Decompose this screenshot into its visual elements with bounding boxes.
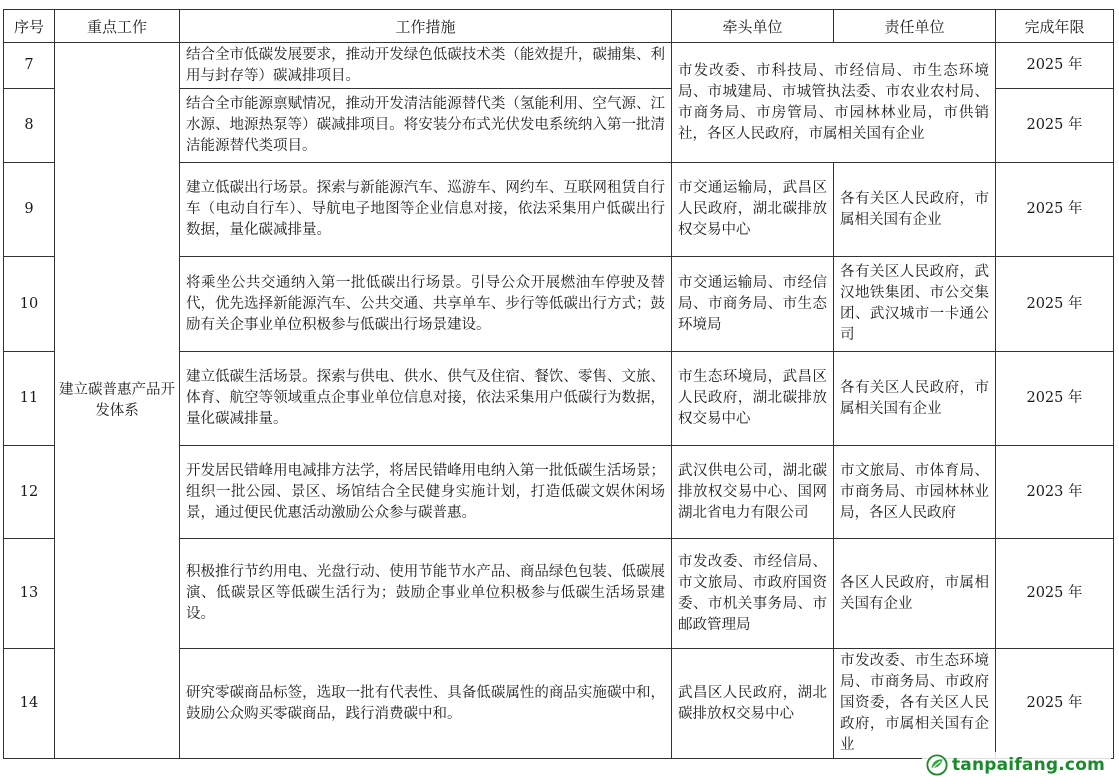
row-seq: 13 bbox=[4, 539, 55, 649]
header-row bbox=[4, 10, 1114, 43]
row-lead-unit: 市发改委、市经信局、市文旅局、市政府国资委、市机关事务局、市邮政管理局 bbox=[672, 539, 834, 649]
row-seq: 10 bbox=[4, 257, 55, 352]
row-deadline: 2025 年 bbox=[996, 163, 1114, 257]
row-resp-unit: 各有关区人民政府，市属相关国有企业 bbox=[834, 163, 996, 257]
row-resp-unit: 市文旅局、市体育局、市商务局、市园林林业局，各区人民政府 bbox=[834, 446, 996, 539]
row-deadline: 2025 年 bbox=[996, 43, 1114, 89]
row-deadline: 2025 年 bbox=[996, 257, 1114, 352]
work-plan-table bbox=[3, 9, 1114, 759]
header-deadline: 完成年限 bbox=[996, 10, 1114, 43]
row-seq: 9 bbox=[4, 163, 55, 257]
row-deadline: 2025 年 bbox=[996, 89, 1114, 163]
row-measures: 开发居民错峰用电减排方法学，将居民错峰用电纳入第一批低碳生活场景；组织一批公园、景区、场馆结合全民健身实施计划，打造低碳文娱休闲场景，通过便民优惠活动激励公众参与碳普惠。 bbox=[180, 446, 672, 539]
row-resp-unit: 市发改委、市生态环境局、市商务局、市政府国资委，各有关区人民政府，市属相关国有企业 bbox=[834, 649, 996, 759]
row-lead-unit: 武昌区人民政府，湖北碳排放权交易中心 bbox=[672, 649, 834, 759]
row-deadline: 2025 年 bbox=[996, 649, 1114, 759]
row-measures: 建立低碳生活场景。探索与供电、供水、供气及住宿、餐饮、零售、文旅、体育、航空等领域重点企事业单位信息对接，依法采集用户低碳行为数据，量化碳减排量。 bbox=[180, 352, 672, 446]
key-task-cell: 建立碳普惠产品开发体系 bbox=[55, 43, 180, 759]
row-measures: 结合全市能源禀赋情况，推动开发清洁能源替代类（氢能利用、空气源、江水源、地源热泵等）碳减排项目。将安装分布式光伏发电系统纳入第一批清洁能源替代类项目。 bbox=[180, 89, 672, 163]
row-measures: 结合全市低碳发展要求，推动开发绿色低碳技术类（能效提升，碳捕集、利用与封存等）碳减排项目。 bbox=[180, 43, 672, 89]
row-measures: 积极推行节约用电、光盘行动、使用节能节水产品、商品绿色包装、低碳展演、低碳景区等低碳生活行为；鼓励企事业单位积极参与低碳生活场景建设。 bbox=[180, 539, 672, 649]
row-lead-unit: 武汉供电公司，湖北碳排放权交易中心、国网湖北省电力有限公司 bbox=[672, 446, 834, 539]
row-resp-unit: 各有关区人民政府，市属相关国有企业 bbox=[834, 352, 996, 446]
globe-leaf-icon bbox=[926, 754, 948, 776]
row-lead-unit: 市交通运输局、市经信局、市商务局、市生态环境局 bbox=[672, 257, 834, 352]
row-measures: 将乘坐公共交通纳入第一批低碳出行场景。引导公众开展燃油车停驶及替代，优先选择新能源汽车、公共交通、共享单车、步行等低碳出行方式；鼓励有关企事业单位积极参与低碳出行场景建设。 bbox=[180, 257, 672, 352]
header-key-task: 重点工作 bbox=[55, 10, 180, 43]
row-deadline: 2023 年 bbox=[996, 446, 1114, 539]
watermark-text: tanpaifang.com bbox=[951, 755, 1105, 775]
row-deadline: 2025 年 bbox=[996, 352, 1114, 446]
site-watermark bbox=[922, 752, 1111, 778]
row-resp-unit: 各区人民政府，市属相关国有企业 bbox=[834, 539, 996, 649]
row-seq: 14 bbox=[4, 649, 55, 759]
row-resp-unit: 各有关区人民政府，武汉地铁集团、市公交集团、武汉城市一卡通公司 bbox=[834, 257, 996, 352]
row-seq: 12 bbox=[4, 446, 55, 539]
row-lead-unit: 市生态环境局，武昌区人民政府，湖北碳排放权交易中心 bbox=[672, 352, 834, 446]
row-measures: 建立低碳出行场景。探索与新能源汽车、巡游车、网约车、互联网租赁自行车（电动自行车）、导航电子地图等企业信息对接，依法采集用户低碳出行数据，量化碳减排量。 bbox=[180, 163, 672, 257]
merged-lead-units: 市发改委、市科技局、市经信局、市生态环境局、市城建局、市城管执法委、市农业农村局、市商务局、市房管局、市园林林业局，市供销社，各区人民政府，市属相关国有企业 bbox=[672, 43, 996, 163]
header-measures: 工作措施 bbox=[180, 10, 672, 43]
table-row bbox=[4, 43, 1114, 89]
row-lead-unit: 市交通运输局，武昌区人民政府，湖北碳排放权交易中心 bbox=[672, 163, 834, 257]
row-seq: 8 bbox=[4, 89, 55, 163]
header-resp-unit: 责任单位 bbox=[834, 10, 996, 43]
row-measures: 研究零碳商品标签，选取一批有代表性、具备低碳属性的商品实施碳中和，鼓励公众购买零碳商品，践行消费碳中和。 bbox=[180, 649, 672, 759]
row-deadline: 2025 年 bbox=[996, 539, 1114, 649]
row-seq: 7 bbox=[4, 43, 55, 89]
header-seq: 序号 bbox=[4, 10, 55, 43]
row-seq: 11 bbox=[4, 352, 55, 446]
header-lead-unit: 牵头单位 bbox=[672, 10, 834, 43]
